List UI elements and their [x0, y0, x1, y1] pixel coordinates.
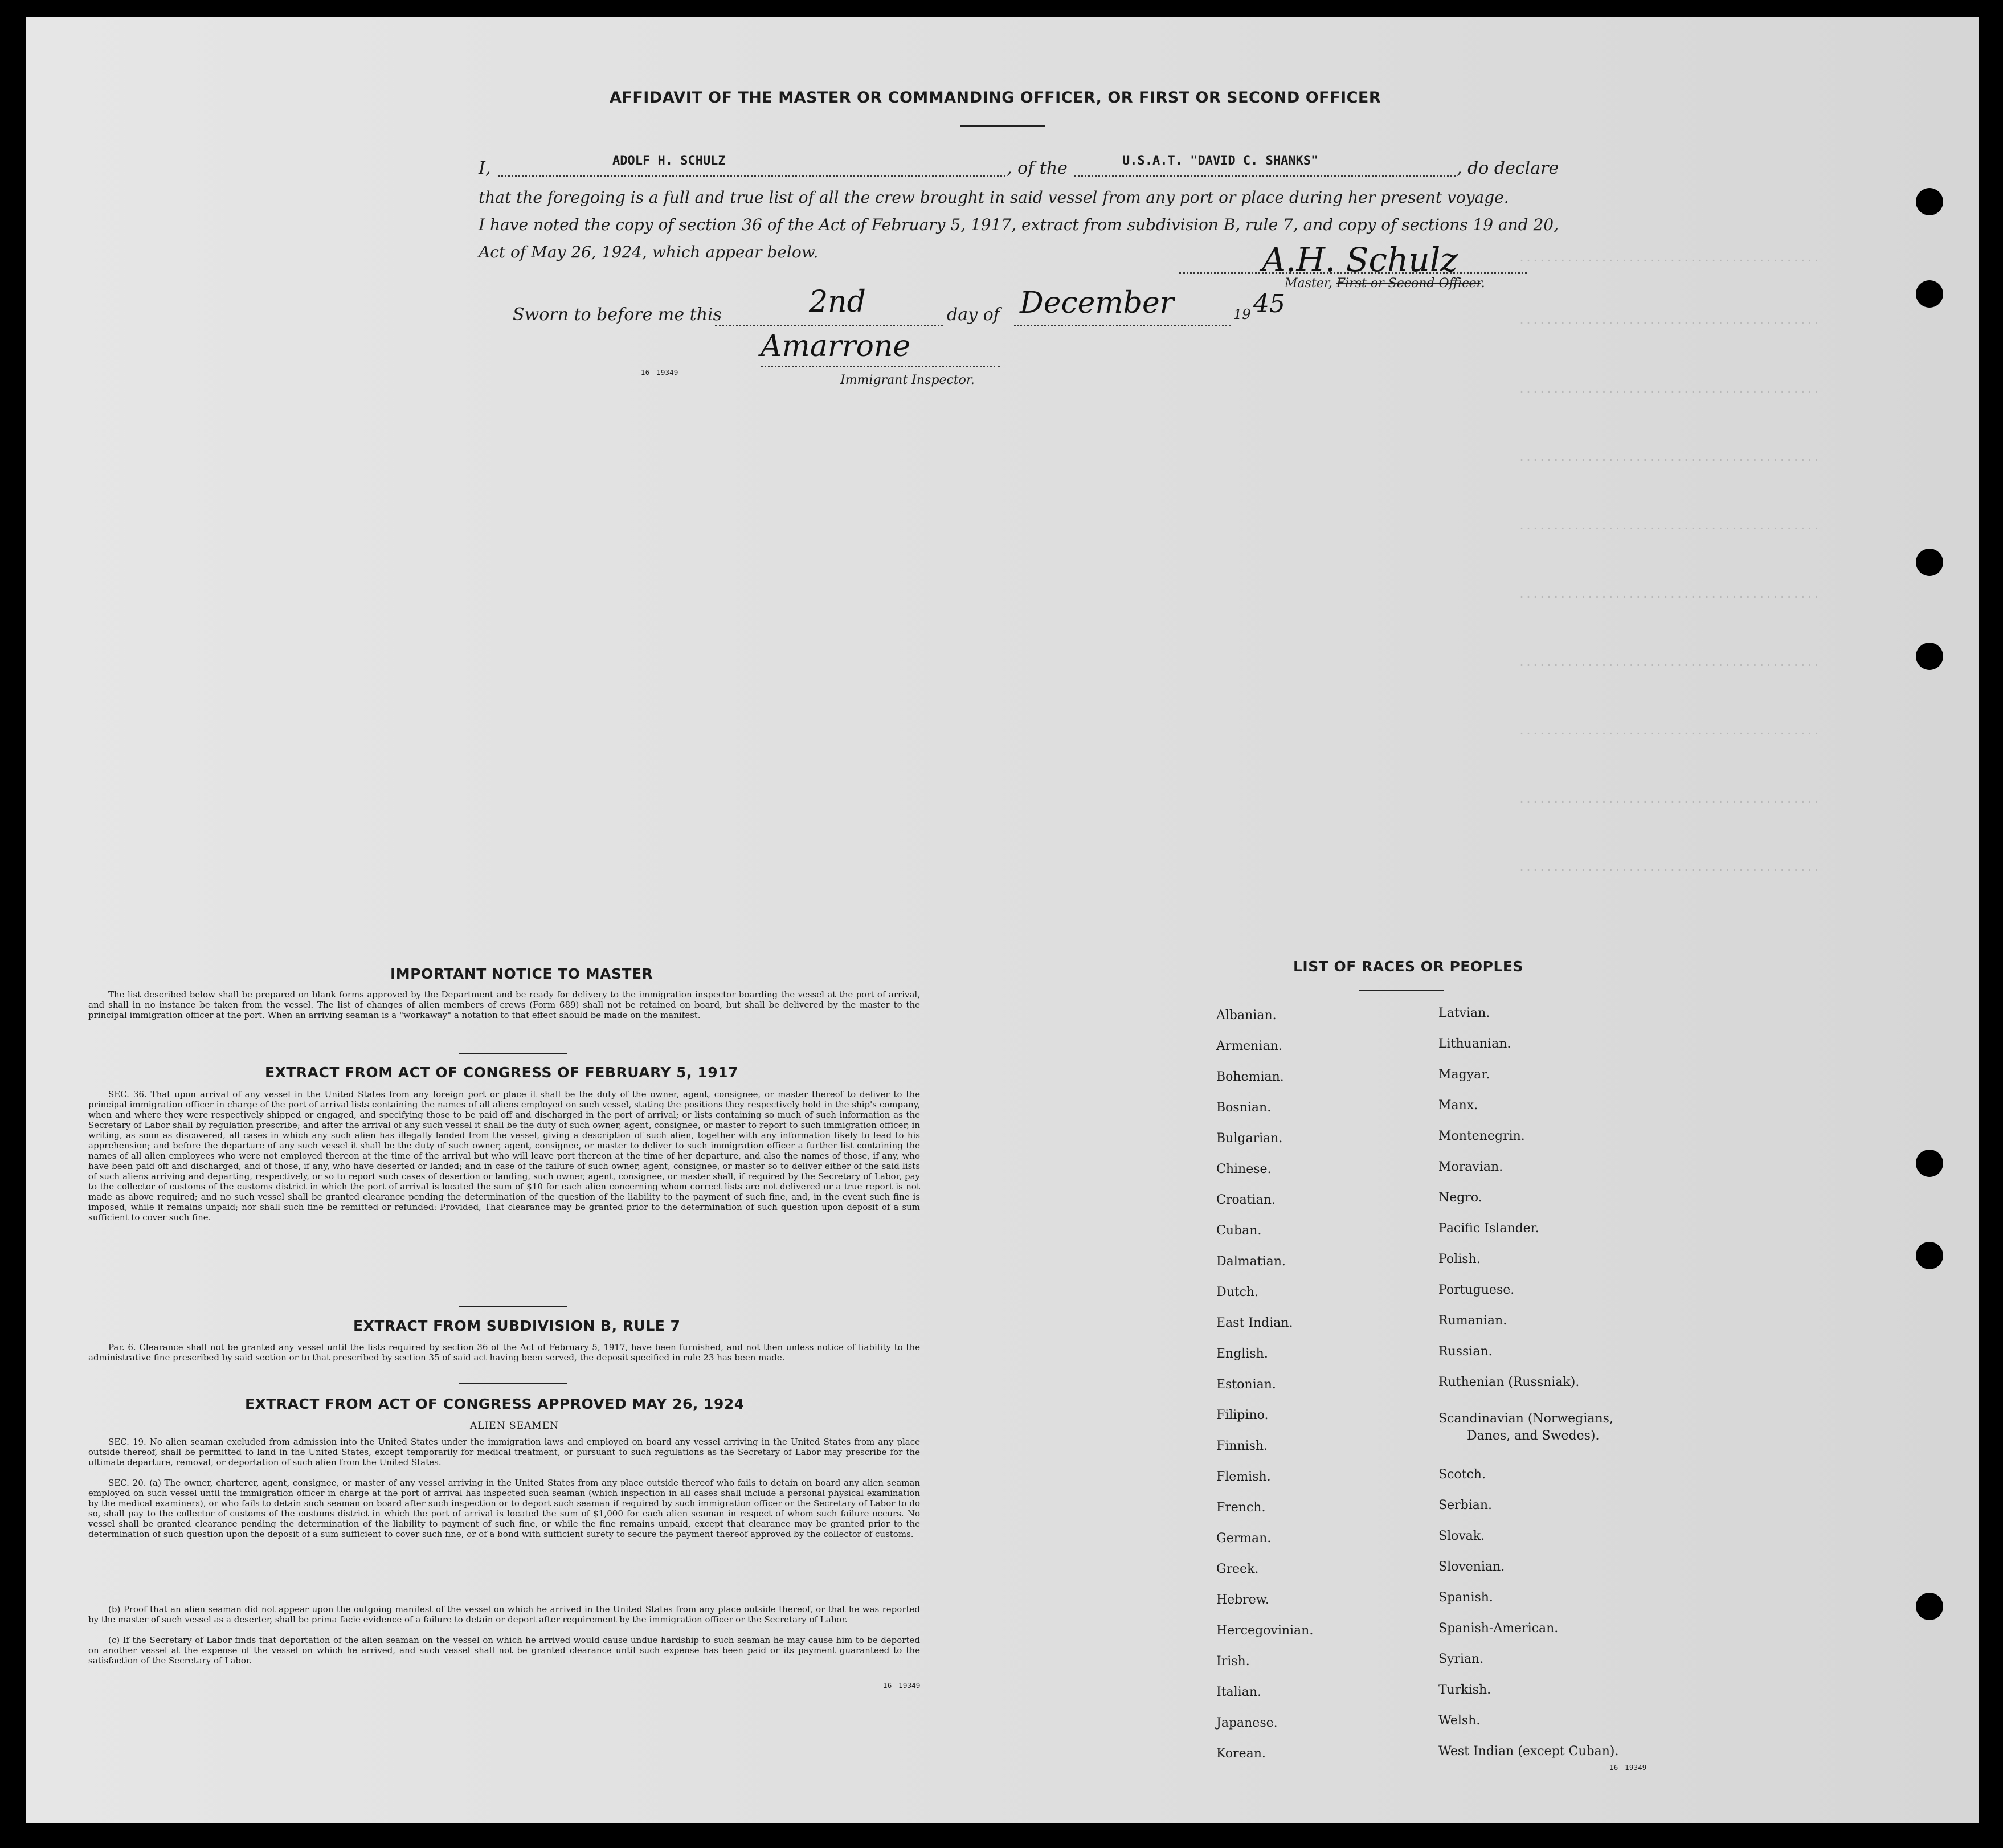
race-item: Manx. — [1438, 1098, 1478, 1113]
title-divider — [960, 125, 1045, 127]
race-item: Dutch. — [1216, 1285, 1259, 1299]
punch-hole — [1916, 280, 1943, 308]
punch-hole — [1916, 1242, 1943, 1269]
race-item: Estonian. — [1216, 1377, 1276, 1392]
sworn-day-line — [715, 325, 943, 326]
do-declare-label: , do declare — [1457, 158, 1559, 178]
race-item: Finnish. — [1216, 1439, 1268, 1453]
inspector-caption: Immigrant Inspector. — [840, 373, 975, 387]
inspector-signature: Amarrone — [761, 329, 911, 363]
race-item: Negro. — [1438, 1191, 1482, 1205]
sec20a-text: SEC. 20. (a) The owner, charterer, agent, consignee, or master of any vessel arriving in the United States from any place outside thereof who fails to detain on board any alien seaman employed on such vessel until the immigration officer in charge at the port of arrival has inspected such seaman (which inspection in all cases shall include a personal physical examination by the medical examiners), or who fails to detain such seaman on board after such inspection or to deport such seaman if required by such immigration officer or the Secretary of Labor to do so, shall pay to the collector of customs of the customs district in which the port of arrival is located the sum of $1,000 for each alien seaman in respect of whom such failure occurs. No vessel shall be granted clearance pending the determination of the liability to payment of such fine, or while the fine remains unpaid, except that clearance may be granted prior to the determination of such question upon the deposit of a sum sufficient to cover such fine, or of a bond with sufficient surety to secure the payment thereof approved by the collector of customs. — [88, 1478, 920, 1539]
race-item: Croatian. — [1216, 1193, 1276, 1207]
race-item: Bulgarian. — [1216, 1131, 1283, 1146]
race-item: Filipino. — [1216, 1408, 1269, 1422]
master-signature: A.H. Schulz — [1262, 240, 1458, 279]
race-item: Hebrew. — [1216, 1593, 1270, 1607]
affidavit-line-2: that the foregoing is a full and true list of all the crew brought in said vessel from any port or place during her present voyage. — [479, 188, 1509, 207]
race-item: Greek. — [1216, 1562, 1259, 1576]
race-item: Dalmatian. — [1216, 1254, 1286, 1269]
race-item: Ruthenian (Russniak). — [1438, 1375, 1580, 1389]
extract-rule7-text: Par. 6. Clearance shall not be granted any vessel until the lists required by section 36 of the Act of February 5, 1917, have been furnished, and not then unless notice of liability to the administrative fine prescribed by said section or to that prescribed by section 35 of said act having been served, the deposit specified in rule 23 has been made. — [88, 1342, 920, 1363]
extract-rule7-title: EXTRACT FROM SUBDIVISION B, RULE 7 — [353, 1318, 681, 1334]
race-item: Hercegovinian. — [1216, 1624, 1314, 1638]
race-item: Portuguese. — [1438, 1283, 1515, 1297]
race-item: English. — [1216, 1347, 1268, 1361]
signature-caption — [1285, 276, 1485, 291]
extract-rule7-divider — [459, 1383, 567, 1384]
year-suffix: 45 — [1253, 289, 1285, 318]
document-page: ............................................ ............................................ ............................................ ............................................ ............................................ ............................................ ............................................ ............................................ ............................................ ............................................ AFFIDAVIT OF THE MASTER OR COMMANDING OFFICER, OR FIRST OR SECOND OFFICER I, ADOLF H. SCHULZ , of the U.S.A.T. "DAVID C. SHANKS" , do declare that the foregoing is a full and true list of all the crew brought in said vessel from any port or place during her present voyage. I have noted the copy of section 36 of the Act of February 5, 1917, extract from subdivision B, rule 7, and copy of sections 19 and 20, Act of May 26, 1924, which appear below. A.H. Schulz Master, First or Second Officer. Sworn to before me this 2nd day of December 19 45 Amarrone 16—19349 Immigrant Inspector. IMPORTANT NOTICE TO MASTER The list described below shall be prepared on blank forms approved by the Department and be ready for delivery to the immigration inspector boarding the vessel at the port of arrival, and shall in no instance be taken from the vessel. The list of changes of alien members of crews (Form 689) shall not be retained on board, but shall be delivered by the master to the principal immigration officer at the port. When an arriving seaman is a "workaway" a notation to that effect should be made on the manifest. EXTRACT FROM ACT OF CONGRESS OF FEBRUARY 5, 1917 SEC. 36. That upon arrival of any vessel in the United States from any foreign port or place it shall be the duty of the owner, agent, consignee, or master thereof to deliver to the principal immigration officer in charge of the port of arrival lists containing the names of all aliens employed on such vessel, stating the positions they respectively hold in the ship's company, when and where they were respectively shipped or engaged, and specifying those to be paid off and discharged in the port of arrival; or lists containing so much of such information as the Secretary of Labor shall by regulation prescribe; and after the arrival of any such vessel it shall be the duty of such owner, agent, consignee, or master to report to such immigration officer, in writing, as soon as discovered, all cases in which any such alien has illegally landed from the vessel, giving a description of such alien, together with any information likely to lead to his apprehension; and before the departure of any such vessel it shall be the duty of such owner, agent, consignee, or master to deliver to such immigration officer a further list containing the names of all alien employees who were not employed thereon at the time of the arrival but who will leave port thereon at the time of her departure, and also the names of those, if any, who have been paid off and discharged, and of those, if any, who have deserted or landed; and in case of the failure of such owner, agent, consignee, or master so to deliver either of the said lists of such aliens arriving and departing, respectively, or so to report such cases of desertion or landing, such owner, agent, consignee, or master shall, if required by the Secretary of Labor, pay to the collector of customs of the customs district in which the port of arrival is located the sum of $10 for each alien concerning whom correct lists are not delivered or a true report is not made as above required; and no such vessel shall be granted clearance pending the determination of the question of the liability to the payment of such fine, and, in the event such fine is imposed, while it remains unpaid; nor shall such fine be remitted or refunded: Provided, That clearance may be granted prior to the determination of such question upon deposit of a sum sufficient to cover such fine. EXTRACT FROM SUBDIVISION B, RULE 7 Par. 6. Clearance shall not be granted any vessel until the lists required by section 36 of the Act of February 5, 1917, have been furnished, and not then unless notice of liability to the administrative fine prescribed by said section or to that prescribed by section 35 of said act having been served, the deposit specified in rule 23 has been made. EXTRACT FROM ACT OF CONGRESS APPROVED MAY 26, 1924 ALIEN SEAMEN SEC. 19. No alien seaman excluded from admission into the United States under the immigration laws and employed on board any vessel arriving in the United States from any place outside thereof, shall be permitted to land in the United States, except temporarily for medical treatment, or pursuant to such regulations as the Secretary of Labor may prescribe for the ultimate departure, removal, or deportation of such alien from the United States. SEC. 20. (a) The owner, charterer, agent, consignee, or master of any vessel arriving in the United States from any place outside thereof who fails to detain on board any alien seaman employed on such vessel until the immigration officer in charge at the port of arrival has inspected such seaman (which inspection in all cases shall include a personal physical examination by the medical examiners), or who fails to detain such seaman on board after such inspection or to deport such seaman if required by such immigration officer or the Secretary of Labor to do so, shall pay to the collector of customs of the customs district in which the port of arrival is located the sum of $1,000 for each alien seaman in respect of whom such failure occurs. No vessel shall be granted clearance pending the determination of the liability to payment of such fine, or while the fine remains unpaid, except that clearance may be granted prior to the determination of such question upon the deposit of a sum sufficient to cover such fine, or of a bond with sufficient surety to secure the payment thereof approved by the collector of customs. (b) Proof that an alien seaman did not appear upon the outgoing manifest of the vessel on which he arrived in the United States from any place outside thereof, or that he was reported by the master of such vessel as a deserter, shall be prima facie evidence of a failure to detain or deport after requirement by the immigration officer or the Secretary of Labor. (c) If the Secretary of Labor finds that deportation of the alien seaman on the vessel on which he arrived would cause undue hardship to such seaman he may cause him to be deported on another vessel at the expense of the vessel on which he arrived, and such vessel shall not be granted clearance until such expense has been paid or its payment guaranteed to the satisfaction of the Secretary of Labor. 16—19349 LIST OF RACES OR PEOPLES Albanian. Armenian. Bohemian. Bosnian. Bulgarian. Chinese. Croatian. Cuban. Dalmatian. Dutch. East Indian. English. Estonian. Filipino. Finnish. Flemish. French. German. Greek. Hebrew. Hercegovinian. Irish. Italian. Japanese. Korean. Latvian. Lithuanian. Magyar. Manx. Montenegrin. Moravian. Negro. Pacific Islander. Polish. Portuguese. Rumanian. Russian. Ruthenian (Russniak). Scandinavian (Norwegians, Danes, and Swedes). Scotch. Serbian. Slovak. Slovenian. Spanish. Spanish-American. Syrian. Turkish. Welsh. West Indian (except Cuban). 16—19349 — [26, 17, 1979, 1823]
race-item: Korean. — [1216, 1747, 1266, 1761]
sec19-text: SEC. 19. No alien seaman excluded from admission into the United States under the immigration laws and employed on board any vessel arriving in the United States from any place outside thereof, shall be permitted to land in the United States, except temporarily for medical treatment, or pursuant to such regulations as the Secretary of Labor may prescribe for the ultimate departure, removal, or deportation of such alien from the United States. — [88, 1437, 920, 1467]
race-item: Danes, and Swedes). — [1467, 1429, 1600, 1443]
race-item: Cuban. — [1216, 1224, 1262, 1238]
race-item: Serbian. — [1438, 1498, 1493, 1512]
of-the-label: , of the — [1007, 158, 1068, 178]
caption-suffix: . — [1481, 276, 1485, 291]
year-prefix: 19 — [1233, 306, 1251, 322]
form-number-bottom-left: 16—19349 — [883, 1682, 921, 1690]
race-item: Flemish. — [1216, 1470, 1271, 1484]
sworn-day: 2nd — [809, 285, 866, 319]
punch-hole — [1916, 1593, 1943, 1620]
punch-hole — [1916, 643, 1943, 670]
race-item: Scotch. — [1438, 1467, 1486, 1482]
master-name-line — [498, 175, 1005, 177]
extract-1917-divider — [459, 1306, 567, 1307]
races-title: LIST OF RACES OR PEOPLES — [1293, 958, 1523, 975]
affidavit-title: AFFIDAVIT OF THE MASTER OR COMMANDING OFFICER, OR FIRST OR SECOND OFFICER — [610, 89, 1381, 107]
caption-master: Master, — [1285, 276, 1336, 291]
race-item: Turkish. — [1438, 1683, 1491, 1697]
sec20b-text: (b) Proof that an alien seaman did not appear upon the outgoing manifest of the vessel on which he arrived in the United States from any place outside thereof, or that he was reported by the master of such vessel as a deserter, shall be prima facie evidence of a failure to detain or deport after requirement by the immigration officer or the Secretary of Labor. — [88, 1604, 920, 1625]
race-item: Lithuanian. — [1438, 1037, 1511, 1051]
race-item: Japanese. — [1216, 1716, 1278, 1730]
race-item: Irish. — [1216, 1654, 1250, 1669]
race-item: Russian. — [1438, 1344, 1493, 1359]
race-item: Bosnian. — [1216, 1101, 1272, 1115]
race-item: Italian. — [1216, 1685, 1261, 1699]
i-label: I, — [479, 158, 491, 178]
affidavit-line-4: Act of May 26, 1924, which appear below. — [479, 243, 819, 261]
extract-1917-text: SEC. 36. That upon arrival of any vessel in the United States from any foreign port or place it shall be the duty of the owner, agent, consignee, or master thereof to deliver to the principal immigration officer in charge of the port of arrival lists containing the names of all aliens employed on such vessel, stating the positions they respectively hold in the ship's company, when and where they were respectively shipped or engaged, and specifying those to be paid off and discharged in the port of arrival; or lists containing so much of such information as the Secretary of Labor shall by regulation prescribe; and after the arrival of any such vessel it shall be the duty of such owner, agent, consignee, or master to report to such immigration officer, in writing, as soon as discovered, all cases in which any such alien has illegally landed from the vessel, giving a description of such alien, together with any information likely to lead to his apprehension; and before the departure of any such vessel it shall be the duty of such owner, agent, consignee, or master to deliver to such immigration officer a further list containing the names of all alien employees who were not employed thereon at the time of the arrival but who will leave port thereon at the time of her departure, and also the names of those, if any, who have been paid off and discharged, and of those, if any, who have deserted or landed; and in case of the failure of such owner, agent, consignee, or master so to deliver either of the said lists of such aliens arriving and departing, respectively, or so to report such cases of desertion or landing, such owner, agent, consignee, or master shall, if required by the Secretary of Labor, pay to the collector of customs of the customs district in which the port of arrival is located the sum of $10 for each alien concerning whom correct lists are not delivered or a true report is not made as above required; and no such vessel shall be granted clearance pending the determination of the question of the liability to the payment of such fine, and, in the event such fine is imposed, while it remains unpaid; nor shall such fine be remitted or refunded: Provided, That clearance may be granted prior to the determination of such question upon deposit of a sum sufficient to cover such fine. — [88, 1089, 920, 1223]
race-item: Armenian. — [1216, 1039, 1282, 1053]
extract-1924-subtitle: ALIEN SEAMEN — [470, 1420, 559, 1432]
form-number-top: 16—19349 — [641, 369, 678, 377]
race-item: Pacific Islander. — [1438, 1221, 1539, 1236]
race-item: Polish. — [1438, 1252, 1481, 1266]
race-item: Slovak. — [1438, 1529, 1485, 1543]
vessel-name-line — [1074, 175, 1456, 177]
extract-1917-title: EXTRACT FROM ACT OF CONGRESS OF FEBRUARY 5, 1917 — [265, 1064, 738, 1081]
inspector-line — [761, 366, 1000, 367]
notice-divider — [459, 1053, 567, 1054]
race-item: French. — [1216, 1501, 1266, 1515]
day-of-label: day of — [947, 305, 1000, 325]
race-item: Latvian. — [1438, 1006, 1490, 1020]
affidavit-line-3: I have noted the copy of section 36 of the Act of February 5, 1917, extract from subdivision B, rule 7, and copy of sections 19 and 20, — [479, 215, 1559, 234]
race-item: Moravian. — [1438, 1160, 1503, 1174]
race-item: Scandinavian (Norwegians, — [1438, 1412, 1613, 1426]
punch-hole — [1916, 1150, 1943, 1177]
master-name: ADOLF H. SCHULZ — [612, 154, 726, 168]
form-number-bottom-right: 16—19349 — [1609, 1764, 1647, 1772]
races-divider — [1359, 990, 1444, 991]
race-item: Magyar. — [1438, 1068, 1490, 1082]
race-item: Rumanian. — [1438, 1314, 1507, 1328]
signature-line — [1179, 272, 1527, 274]
sworn-month-line — [1014, 325, 1231, 326]
race-item: East Indian. — [1216, 1316, 1293, 1330]
punch-hole — [1916, 549, 1943, 576]
race-item: Slovenian. — [1438, 1560, 1505, 1574]
sec20c-text: (c) If the Secretary of Labor finds that deportation of the alien seaman on the vessel on which he arrived would cause undue hardship to such seaman he may cause him to be deported on another vessel at the expense of the vessel on which he arrived, and such vessel shall not be granted clearance until such expense has been paid or its payment guaranteed to the satisfaction of the Secretary of Labor. — [88, 1635, 920, 1666]
punch-hole — [1916, 188, 1943, 215]
sworn-month: December — [1020, 286, 1174, 320]
race-item: Albanian. — [1216, 1008, 1277, 1023]
extract-1924-title: EXTRACT FROM ACT OF CONGRESS APPROVED MAY 26, 1924 — [245, 1396, 745, 1412]
race-item: Syrian. — [1438, 1652, 1484, 1666]
notice-title: IMPORTANT NOTICE TO MASTER — [390, 966, 653, 982]
race-item: Bohemian. — [1216, 1070, 1284, 1084]
sworn-label: Sworn to before me this — [513, 305, 722, 325]
notice-text: The list described below shall be prepared on blank forms approved by the Department and be ready for delivery to the immigration inspector boarding the vessel at the port of arrival, and shall in no instance be taken from the vessel. The list of changes of alien members of crews (Form 689) shall not be retained on board, but shall be delivered by the master to the principal immigration officer at the port. When an arriving seaman is a "workaway" a notation to that effect should be made on the manifest. — [88, 990, 920, 1020]
race-item: Welsh. — [1438, 1714, 1481, 1728]
race-item: Montenegrin. — [1438, 1129, 1525, 1143]
race-item: Spanish-American. — [1438, 1621, 1559, 1636]
race-item: West Indian (except Cuban). — [1438, 1744, 1619, 1759]
race-item: German. — [1216, 1531, 1272, 1546]
race-item: Chinese. — [1216, 1162, 1272, 1176]
race-item: Spanish. — [1438, 1591, 1493, 1605]
caption-struck: First or Second Officer — [1336, 276, 1481, 291]
vessel-name: U.S.A.T. "DAVID C. SHANKS" — [1122, 154, 1319, 168]
